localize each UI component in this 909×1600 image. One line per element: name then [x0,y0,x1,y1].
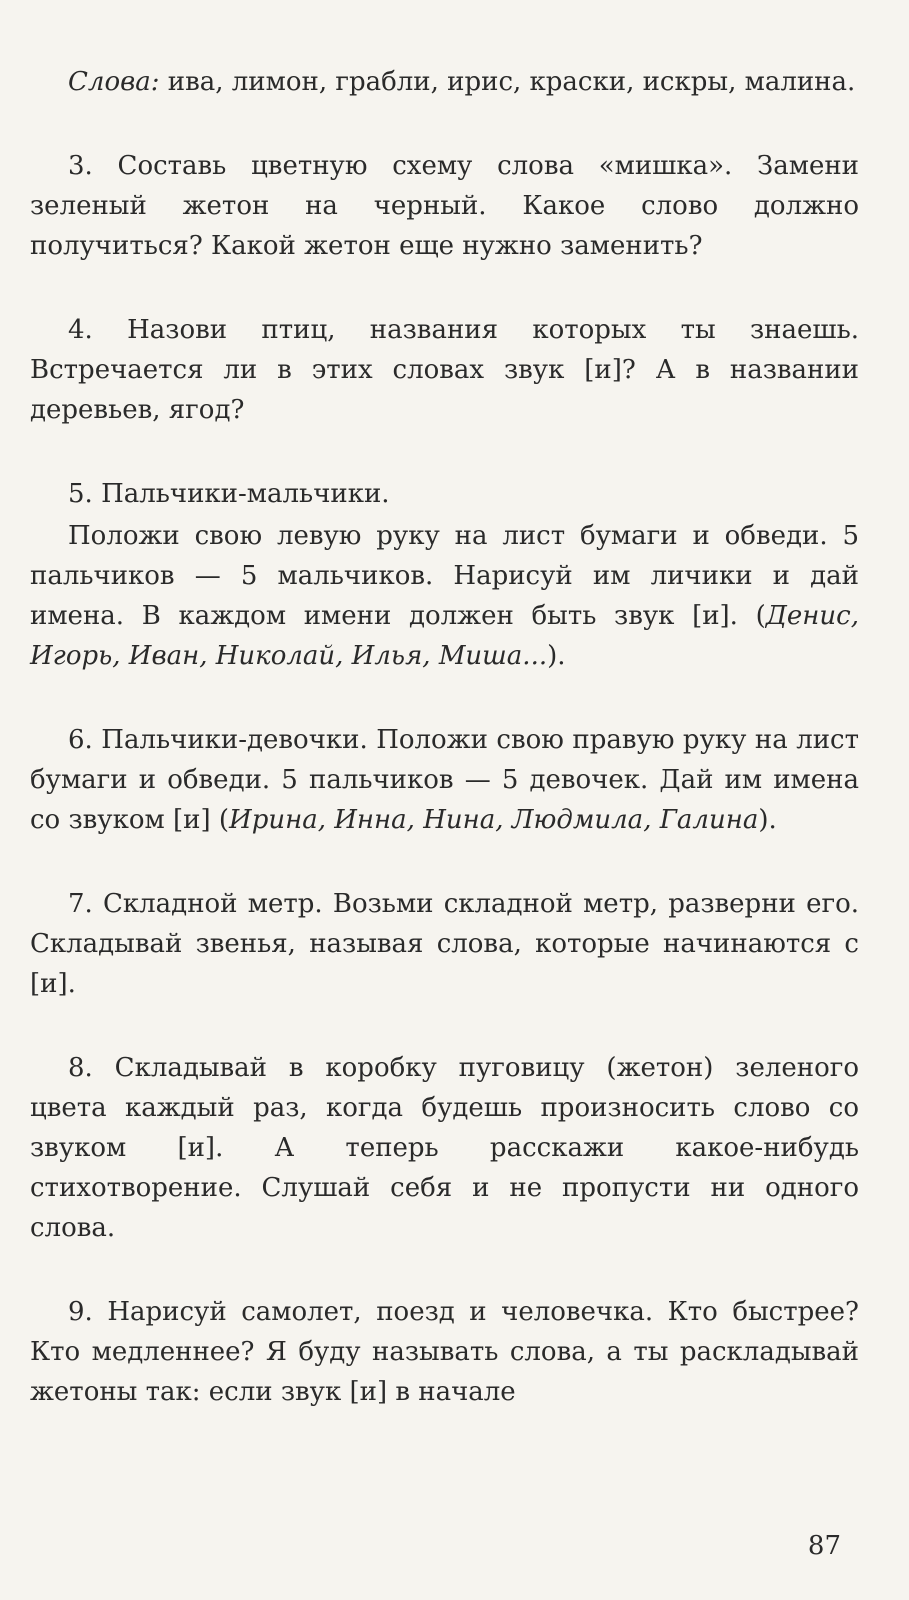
task-6-paragraph [30,720,859,840]
task-6-end: ). [758,805,777,835]
intro-words: ива, лимон, грабли, ирис, краски, искры, малина. [159,67,856,97]
intro-words-paragraph [30,62,859,102]
task-6-names: Ирина, Инна, Нина, Людмила, Галина [229,805,759,835]
task-5-names: Денис, Игорь, Иван, Николай, Илья, Миша... [30,601,859,671]
task-6-text: 6. Пальчики-девочки. Положи свою правую руку на лист бумаги и обведи. 5 пальчиков — 5 девочек. Дай им имена со звуком [и] ( [30,725,859,835]
task-3-paragraph: 3. Составь цветную схему слова «мишка». Замени зеленый жетон на черный. Какое слово должно получиться? Какой жетон еще нужно заменить? [30,151,859,261]
task-5-title: 5. Пальчики-мальчики. [68,479,390,509]
task-4-paragraph: 4. Назови птиц, названия которых ты знаешь. Встречается ли в этих словах звук [и]? А в названии деревьев, ягод? [30,315,859,425]
page-number: 87 [807,1531,841,1561]
task-5-text: Положи свою левую руку на лист бумаги и обведи. 5 пальчиков — 5 мальчиков. Нарисуй им личики и дай имена. В каждом имени должен быть звук [и]. ( [30,521,859,631]
task-9-paragraph: 9. Нарисуй самолет, поезд и человечка. Кто быстрее? Кто медленнее? Я буду называть слова, а ты раскладывай жетоны так: если звук [и] в начале [30,1297,859,1407]
task-7-paragraph: 7. Складной метр. Возьми складной метр, разверни его. Складывай звенья, называя слова, которые начинаются с [и]. [30,889,859,999]
task-8-paragraph: 8. Складывай в коробку пуговицу (жетон) зеленого цвета каждый раз, когда будешь произносить слово со звуком [и]. А теперь расскажи какое-нибудь стихотворение. Слушай себя и не пропусти ни одного слова. [30,1053,859,1243]
task-5-paragraph [30,516,859,676]
intro-label: Слова: [68,67,160,97]
task-5-end: ). [547,641,566,671]
